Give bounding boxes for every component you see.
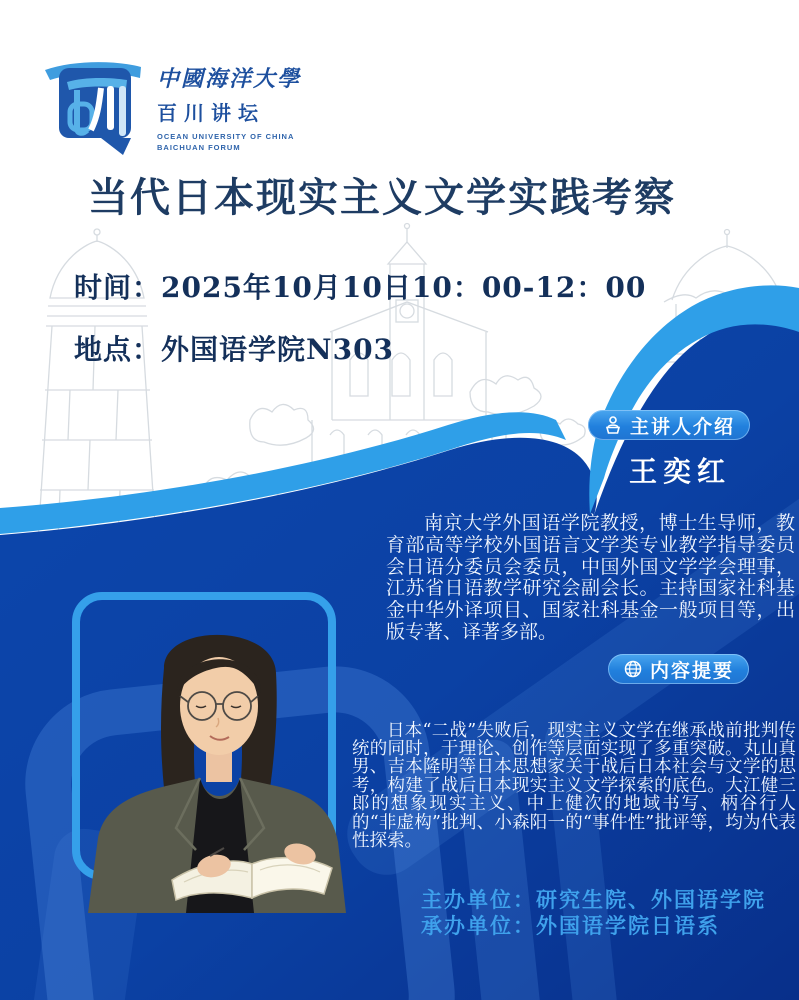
baichuan-forum-logo	[43, 56, 301, 156]
lecturer-icon	[603, 415, 623, 435]
logo-forum-name-en: BAICHUAN FORUM	[157, 143, 241, 152]
abstract-badge-label: 内容提要	[650, 660, 735, 682]
abstract-text: 日本“二战”失败后，现实主义文学在继承战前批判传统的同时，于理论、创作等层面实现了多重突破。丸山真男、吉本隆明等日本思想家关于战后日本社会与文学的思考，构建了战后日本现实主义文学探索的底色。大江健三郎的想象现实主义、中上健次的地域书写、柄谷行人的“非虚构”批判、小森阳一的“事件性”批评等，均为代表性探索。	[352, 720, 796, 851]
lecture-location: 地点：外国语学院N303	[74, 333, 395, 366]
logo-university-name: 中國海洋大學	[157, 66, 302, 92]
speaker-intro-badge	[588, 410, 750, 440]
poster-title: 当代日本现实主义文学实践考察	[88, 174, 676, 221]
speaker-bio: 南京大学外国语学院教授，博士生导师，教育部高等学校外国语言文学类专业教学指导委员会日语分委员会委员，中国外国文学学会理事，江苏省日语教学研究会副会长。主持国家社科基金中华外译项目、国家社科基金一般项目等，出版专著、译著多部。	[386, 512, 795, 643]
baichuan-logo-mark	[43, 56, 145, 156]
logo-forum-name: 百川讲坛	[157, 103, 265, 125]
speaker-intro-badge-label: 主讲人介绍	[630, 416, 736, 438]
globe-icon	[623, 659, 643, 679]
lecture-time: 时间：2025年10月10日10：00-12：00	[74, 271, 647, 304]
footer-host-line: 主办单位：研究生院、外国语学院	[421, 889, 766, 912]
abstract-badge	[608, 654, 749, 684]
footer-organizer-line: 承办单位：外国语学院日语系	[421, 915, 720, 938]
footer-organizers	[421, 888, 766, 940]
speaker-photo	[64, 598, 354, 913]
speaker-name: 王奕红	[628, 456, 731, 487]
logo-university-name-en: OCEAN UNIVERSITY OF CHINA	[157, 132, 295, 141]
